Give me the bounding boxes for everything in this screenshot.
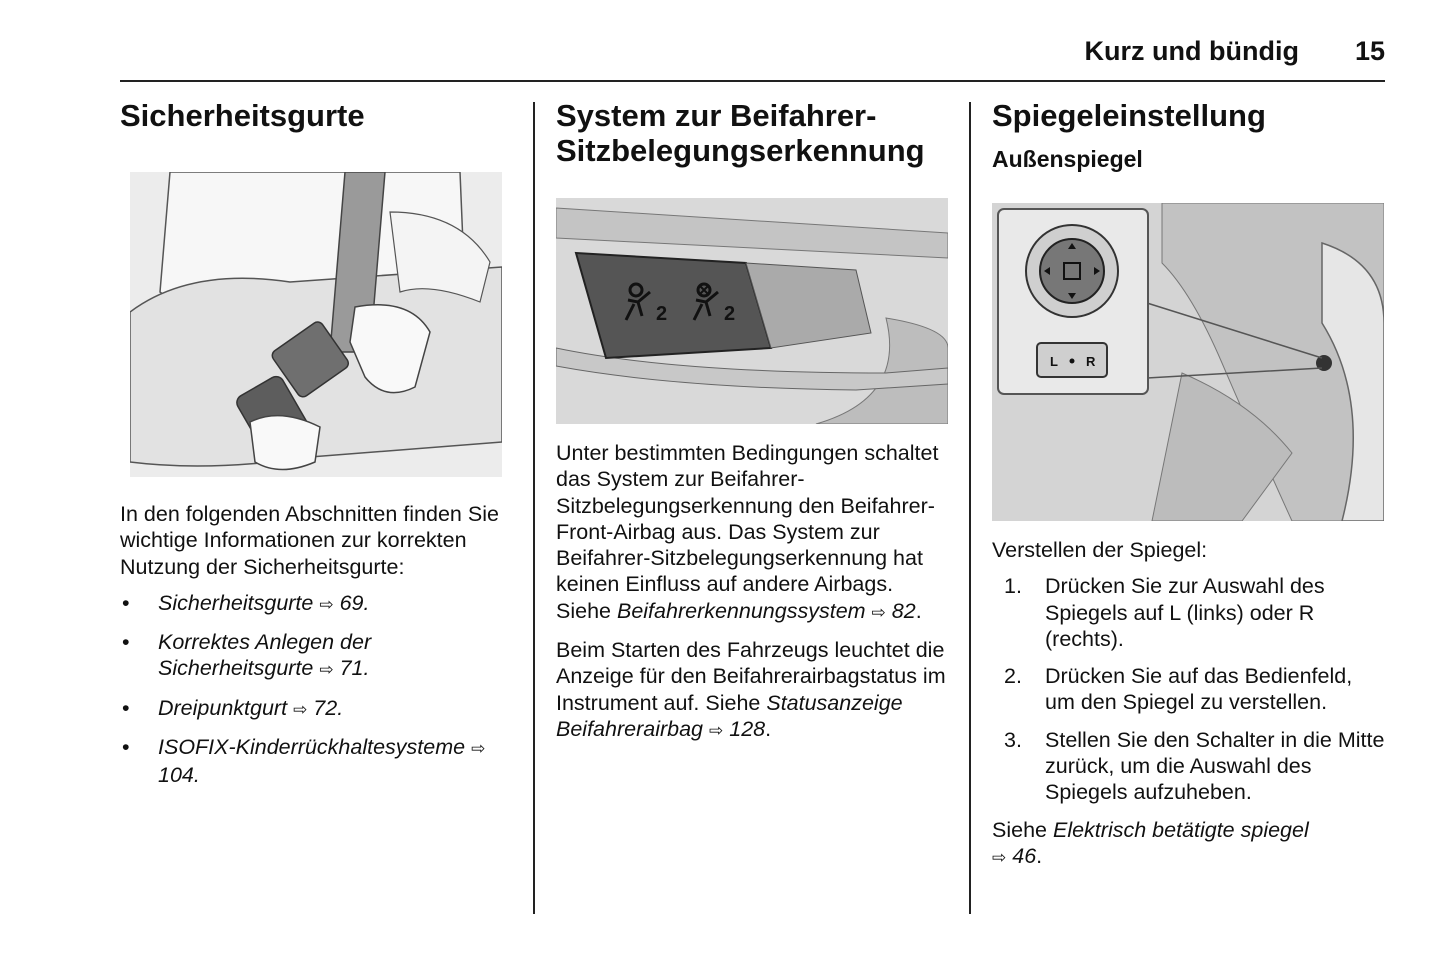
column-seatbelts [120,98,515,800]
seatbelts-intro: In den folgenden Abschnitten finden Sie wichtige Informationen zur korrekten Nutzung der Sicherheitsgurte: [120,502,499,579]
heading-occupant-detection: System zur Beifahrer-Sitzbelegungserkennung [556,98,925,168]
svg-text:L: L [1050,354,1058,369]
column-occupant-detection [556,98,951,744]
page-ref-icon: ⇨ [319,660,334,680]
mirror-intro: Verstellen der Spiegel: [992,538,1208,562]
svg-text:2: 2 [724,303,736,325]
occupant-detection-para2: Beim Starten des Fahrzeugs leuchtet die Anzeige für den Beifahrerairbagstatus im Instrument auf. Siehe Statusanzeige Beifahrerairbag ⇨ 128. [556,638,946,741]
mirror-steps [992,573,1385,805]
seatbelt-illustration [130,172,502,477]
page-number: 15 [1354,36,1385,66]
svg-text:2: 2 [656,303,668,325]
section-title: Kurz und bündig [1084,36,1299,66]
column-divider [969,102,971,914]
page-ref-icon: ⇨ [471,739,486,759]
list-item: 1. Drücken Sie zur Auswahl des Spiegels auf L (links) oder R (rechts). [1004,574,1325,651]
occupant-detection-para1: Unter bestimmten Bedingungen schaltet das System zur Beifahrer-Sitzbelegungserkennung den Beifahrer-Front-Airbag aus. Das System zur Beifahrer-Sitzbelegungserkennung hat keinen Einfluss auf andere Airbags. Siehe Beifahrerkennungssystem ⇨ 82. [556,441,939,623]
page-ref-icon: ⇨ [992,847,1007,867]
svg-text:R: R [1086,354,1096,369]
column-divider [533,102,535,914]
column-mirror-adjustment [992,98,1385,871]
seatbelt-links [120,590,515,789]
list-item: 3. Stellen Sie den Schalter in die Mitte zurück, um die Auswahl des Spiegels aufzuheben. [1004,727,1385,805]
mirror-control-illustration [992,203,1384,521]
list-item[interactable]: • Korrektes Anlegen der Sicherheitsgurte ⇨ 71. [122,630,372,681]
mirror-see-also: Siehe Elektrisch betätigte spiegel ⇨ 46. [992,817,1309,868]
page-ref-icon: ⇨ [319,594,334,614]
heading-seatbelts: Sicherheitsgurte [120,98,365,133]
page-ref-icon: ⇨ [709,720,724,740]
heading-mirror-adjustment: Spiegeleinstellung [992,98,1266,133]
list-item[interactable]: • Sicherheitsgurte ⇨ 69. [122,590,370,615]
subheading-exterior-mirrors: Außenspiegel [992,146,1143,172]
airbag-indicator-illustration [556,198,948,424]
list-item[interactable]: • Dreipunktgurt ⇨ 72. [122,695,344,720]
page-ref-icon: ⇨ [293,699,308,719]
list-item[interactable]: • ISOFIX-Kinderrückhaltesysteme ⇨ 104. [122,735,486,788]
page-header [120,34,1385,82]
page-ref-icon: ⇨ [871,602,886,622]
list-item: 2. Drücken Sie auf das Bedienfeld, um den Spiegel zu verstellen. [1004,664,1353,715]
